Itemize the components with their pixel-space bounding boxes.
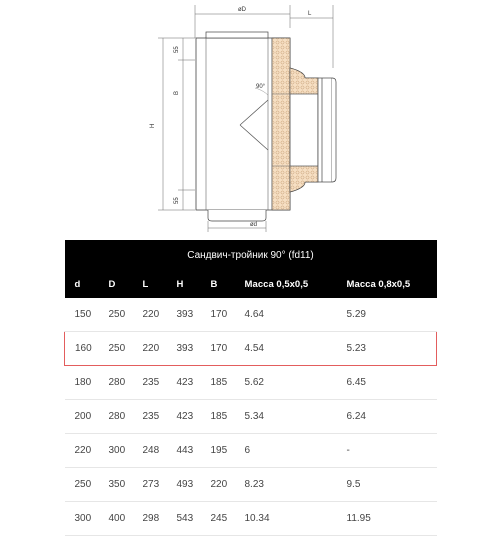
cell: 250 (99, 332, 133, 366)
cell: 220 (133, 298, 167, 332)
label-L: L (308, 11, 312, 17)
insulation-vertical (272, 38, 290, 210)
table-row-highlighted (65, 332, 437, 366)
table-row (65, 502, 437, 536)
dimension-B-and-55 (178, 38, 195, 210)
table-header-row (65, 270, 437, 298)
label-angle: 90° (256, 84, 266, 90)
cell: 170 (201, 298, 235, 332)
cell: 5.62 (235, 366, 337, 400)
table-row (65, 298, 437, 332)
cell: 250 (99, 298, 133, 332)
cell: 423 (167, 400, 201, 434)
table-title-row (65, 240, 437, 270)
table-row (65, 400, 437, 434)
cell: 300 (65, 502, 99, 536)
cell: 423 (167, 366, 201, 400)
cell: 245 (201, 502, 235, 536)
label-od: ød (250, 222, 258, 228)
cell: - (337, 434, 437, 468)
label-H: H (150, 123, 156, 128)
cell: 6.24 (337, 400, 437, 434)
cell: 195 (201, 434, 235, 468)
cell: 9.5 (337, 468, 437, 502)
spec-table (64, 240, 437, 536)
cell: 493 (167, 468, 201, 502)
cell: 220 (65, 434, 99, 468)
cell: 300 (99, 434, 133, 468)
cell: 543 (167, 502, 201, 536)
cell: 443 (167, 434, 201, 468)
table-row (65, 468, 437, 502)
label-B: B (174, 90, 180, 95)
spec-table-container (64, 240, 436, 536)
top-socket (206, 32, 268, 38)
table-row (65, 366, 437, 400)
cell: 185 (201, 400, 235, 434)
cell: 10.34 (235, 502, 337, 536)
header-D: D (99, 270, 133, 298)
cell: 170 (201, 332, 235, 366)
cell: 160 (65, 332, 99, 366)
cell: 200 (65, 400, 99, 434)
cell: 235 (133, 400, 167, 434)
cell: 6.45 (337, 366, 437, 400)
cell: 273 (133, 468, 167, 502)
header-mass-05: Масса 0,5х0,5 (235, 270, 337, 298)
dimension-L (290, 5, 333, 68)
cell: 350 (99, 468, 133, 502)
cell: 248 (133, 434, 167, 468)
insulation-branch-bottom (290, 166, 318, 192)
cell: 250 (65, 468, 99, 502)
cell: 220 (201, 468, 235, 502)
header-H: H (167, 270, 201, 298)
header-mass-08: Масса 0,8х0,5 (337, 270, 437, 298)
dimension-H (158, 38, 195, 210)
cell: 8.23 (235, 468, 337, 502)
cell: 6 (235, 434, 337, 468)
cell: 5.29 (337, 298, 437, 332)
cell: 393 (167, 332, 201, 366)
cell: 220 (133, 332, 167, 366)
cell: 4.64 (235, 298, 337, 332)
bottom-spigot (208, 210, 266, 221)
header-B: B (201, 270, 235, 298)
cell: 5.23 (337, 332, 437, 366)
cell: 4.54 (235, 332, 337, 366)
cell: 400 (99, 502, 133, 536)
cell: 5.34 (235, 400, 337, 434)
cell: 280 (99, 400, 133, 434)
cell: 393 (167, 298, 201, 332)
cell: 235 (133, 366, 167, 400)
insulation-branch-top (290, 68, 318, 94)
tee-drawing (0, 0, 500, 240)
label-55-top: 55 (174, 46, 180, 53)
label-55-bottom: 55 (174, 197, 180, 204)
cell: 280 (99, 366, 133, 400)
cell: 180 (65, 366, 99, 400)
table-title: Сандвич-тройник 90° (fd11) (65, 240, 437, 270)
cell: 298 (133, 502, 167, 536)
cell: 11.95 (337, 502, 437, 536)
cell: 150 (65, 298, 99, 332)
table-row (65, 434, 437, 468)
cell: 185 (201, 366, 235, 400)
header-d: d (65, 270, 99, 298)
label-oD: øD (238, 7, 246, 13)
branch-spigot (318, 78, 336, 182)
header-L: L (133, 270, 167, 298)
dimension-od (208, 221, 266, 232)
